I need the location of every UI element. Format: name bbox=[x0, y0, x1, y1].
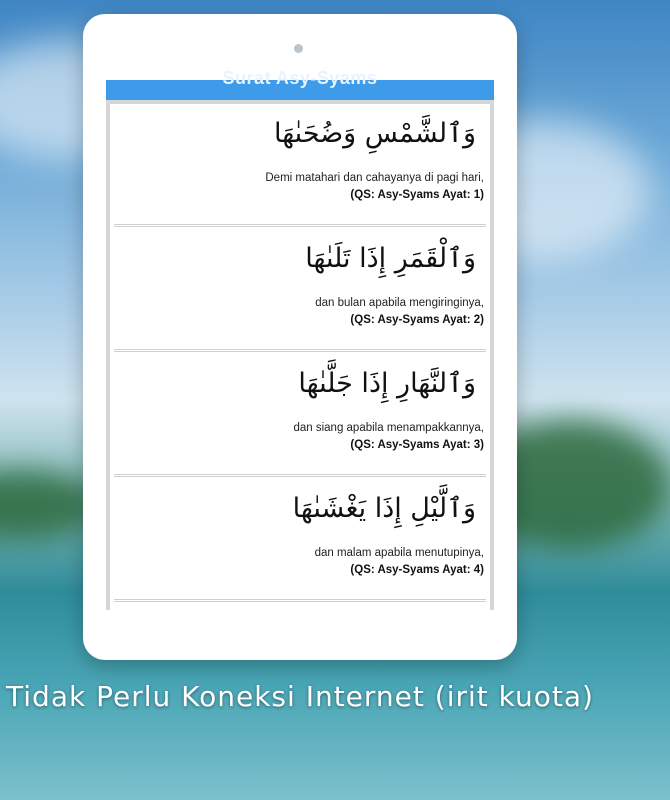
arabic-verse: وَٱلَّيْلِ إِذَا يَغْشَىٰهَا bbox=[292, 493, 476, 524]
ayah-card[interactable] bbox=[114, 104, 486, 227]
ayah-card[interactable] bbox=[114, 479, 486, 602]
app-title: Surat Asy-Syams bbox=[222, 68, 378, 88]
arabic-verse: وَٱلشَّمْسِ وَضُحَىٰهَا bbox=[274, 118, 476, 149]
verse-translation: dan bulan apabila mengiringinya, bbox=[315, 297, 484, 309]
verse-translation: dan malam apabila menutupinya, bbox=[314, 547, 484, 559]
tablet-frame bbox=[83, 14, 517, 660]
promo-caption: Tidak Perlu Koneksi Internet (irit kuota) bbox=[6, 680, 594, 713]
ayah-list[interactable] bbox=[110, 104, 490, 610]
verse-reference: (QS: Asy-Syams Ayat: 1) bbox=[350, 189, 484, 201]
verse-translation: Demi matahari dan cahayanya di pagi hari, bbox=[265, 172, 484, 184]
verse-translation: dan siang apabila menampakkannya, bbox=[293, 422, 484, 434]
app-screen bbox=[106, 68, 494, 610]
camera-dot bbox=[294, 44, 303, 53]
title-bar bbox=[106, 68, 494, 100]
arabic-verse: وَٱلنَّهَارِ إِذَا جَلَّىٰهَا bbox=[298, 368, 476, 399]
arabic-verse: وَٱلْقَمَرِ إِذَا تَلَىٰهَا bbox=[305, 243, 476, 274]
verse-reference: (QS: Asy-Syams Ayat: 4) bbox=[350, 564, 484, 576]
verse-reference: (QS: Asy-Syams Ayat: 3) bbox=[350, 439, 484, 451]
ayah-card[interactable] bbox=[114, 229, 486, 352]
ayah-card[interactable] bbox=[114, 354, 486, 477]
verse-reference: (QS: Asy-Syams Ayat: 2) bbox=[350, 314, 484, 326]
